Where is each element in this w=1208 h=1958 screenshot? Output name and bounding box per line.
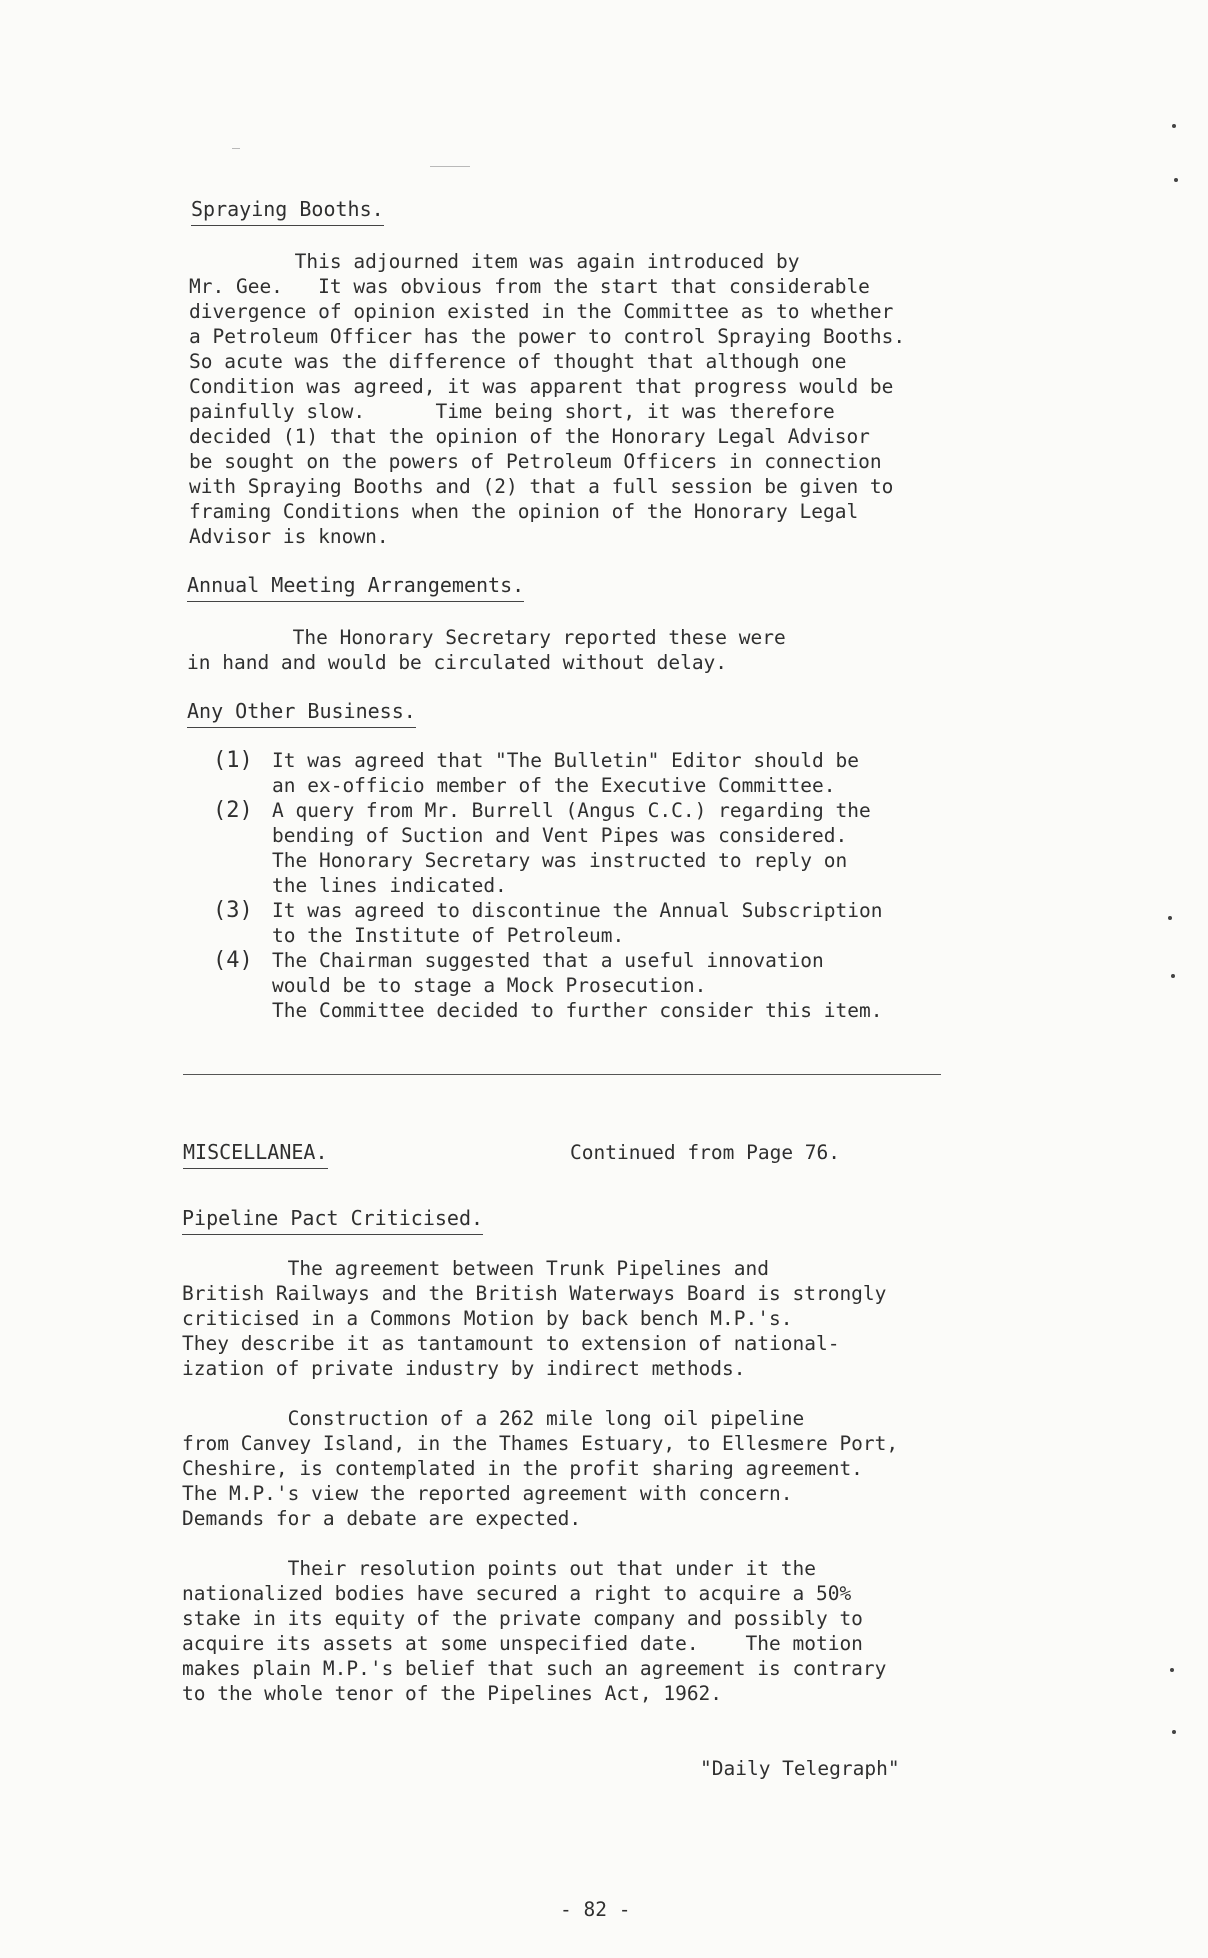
scan-mark <box>430 166 470 167</box>
text-line: The agreement between Trunk Pipelines and <box>182 1257 769 1280</box>
text-line: Mr. Gee. It was obvious from the start that considerable <box>189 275 870 298</box>
text-line: It was agreed that "The Bulletin" Editor should be <box>272 749 859 772</box>
text-line: ization of private industry by indirect methods. <box>182 1357 746 1380</box>
text-line: painfully slow. Time being short, it was therefore <box>189 400 835 423</box>
text-line: a Petroleum Officer has the power to control Spraying Booths. <box>189 325 906 348</box>
text-line: Construction of a 262 mile long oil pipeline <box>182 1407 805 1430</box>
text-line: to the whole tenor of the Pipelines Act, 1962. <box>182 1682 723 1705</box>
page-number: - 82 - <box>560 1898 631 1921</box>
text-line: The Honorary Secretary was instructed to reply on <box>272 849 848 872</box>
text-line: A query from Mr. Burrell (Angus C.C.) regarding the <box>272 799 871 822</box>
scan-speck <box>1170 1668 1174 1672</box>
text-line: This adjourned item was again introduced by <box>189 250 800 273</box>
text-line: The Honorary Secretary reported these were <box>187 626 786 649</box>
text-line: criticised in a Commons Motion by back bench M.P.'s. <box>182 1307 793 1330</box>
section-divider <box>183 1074 941 1075</box>
text-line: acquire its assets at some unspecified date. The motion <box>182 1632 863 1655</box>
text-line: Cheshire, is contemplated in the profit sharing agreement. <box>182 1457 863 1480</box>
heading-spraying-booths: Spraying Booths. <box>191 197 384 226</box>
text-line: Condition was agreed, it was apparent that progress would be <box>189 375 894 398</box>
pipeline-paragraph-3 <box>182 1556 942 1706</box>
miscellanea-label: MISCELLANEA. <box>183 1140 328 1169</box>
text-line: The Chairman suggested that a useful innovation <box>272 949 824 972</box>
heading-other-business: Any Other Business. <box>187 699 416 728</box>
continued-note: Continued from Page 76. <box>570 1141 841 1164</box>
pipeline-paragraph-1 <box>182 1256 942 1381</box>
text-line: British Railways and the British Waterways Board is strongly <box>182 1282 887 1305</box>
annual-meeting-paragraph <box>187 625 947 675</box>
text-line: The Committee decided to further consider this item. <box>272 999 883 1022</box>
heading-pipeline-pact: Pipeline Pact Criticised. <box>182 1206 483 1235</box>
text-line: decided (1) that the opinion of the Honorary Legal Advisor <box>189 425 870 448</box>
text-line: in hand and would be circulated without delay. <box>187 651 728 674</box>
item-number: (2) <box>213 798 253 823</box>
text-line: nationalized bodies have secured a right to acquire a 50% <box>182 1582 852 1605</box>
text-line: would be to stage a Mock Prosecution. <box>272 974 707 997</box>
scan-speck <box>1172 1730 1176 1734</box>
heading-annual-meeting: Annual Meeting Arrangements. <box>187 573 524 602</box>
text-line: bending of Suction and Vent Pipes was considered. <box>272 824 848 847</box>
scan-speck <box>1172 124 1176 128</box>
text-line: Their resolution points out that under it the <box>182 1557 816 1580</box>
text-line: Advisor is known. <box>189 525 389 548</box>
text-line: It was agreed to discontinue the Annual Subscription <box>272 899 883 922</box>
pipeline-paragraph-2 <box>182 1406 942 1531</box>
text-line: The M.P.'s view the reported agreement with concern. <box>182 1482 793 1505</box>
text-line: So acute was the difference of thought that although one <box>189 350 847 373</box>
text-line: divergence of opinion existed in the Committee as to whether <box>189 300 894 323</box>
scan-speck <box>1174 178 1178 182</box>
text-line: with Spraying Booths and (2) that a full session be given to <box>189 475 894 498</box>
text-line: Demands for a debate are expected. <box>182 1507 582 1530</box>
item-number: (1) <box>213 748 253 773</box>
text-line: stake in its equity of the private company and possibly to <box>182 1607 863 1630</box>
item-number: (3) <box>213 898 253 923</box>
text-line: makes plain M.P.'s belief that such an agreement is contrary <box>182 1657 887 1680</box>
text-line: framing Conditions when the opinion of the Honorary Legal <box>189 500 859 523</box>
text-line: to the Institute of Petroleum. <box>272 924 625 947</box>
text-line: the lines indicated. <box>272 874 507 897</box>
text-line: an ex-officio member of the Executive Committee. <box>272 774 836 797</box>
text-line: They describe it as tantamount to extension of national- <box>182 1332 840 1355</box>
source-attribution: "Daily Telegraph" <box>700 1757 900 1780</box>
spraying-booths-paragraph <box>189 249 949 549</box>
scan-speck <box>1171 974 1175 978</box>
item-number: (4) <box>213 948 253 973</box>
text-line: be sought on the powers of Petroleum Officers in connection <box>189 450 882 473</box>
scan-mark <box>232 148 240 149</box>
text-line: from Canvey Island, in the Thames Estuary, to Ellesmere Port, <box>182 1432 899 1455</box>
scan-speck <box>1168 916 1172 920</box>
